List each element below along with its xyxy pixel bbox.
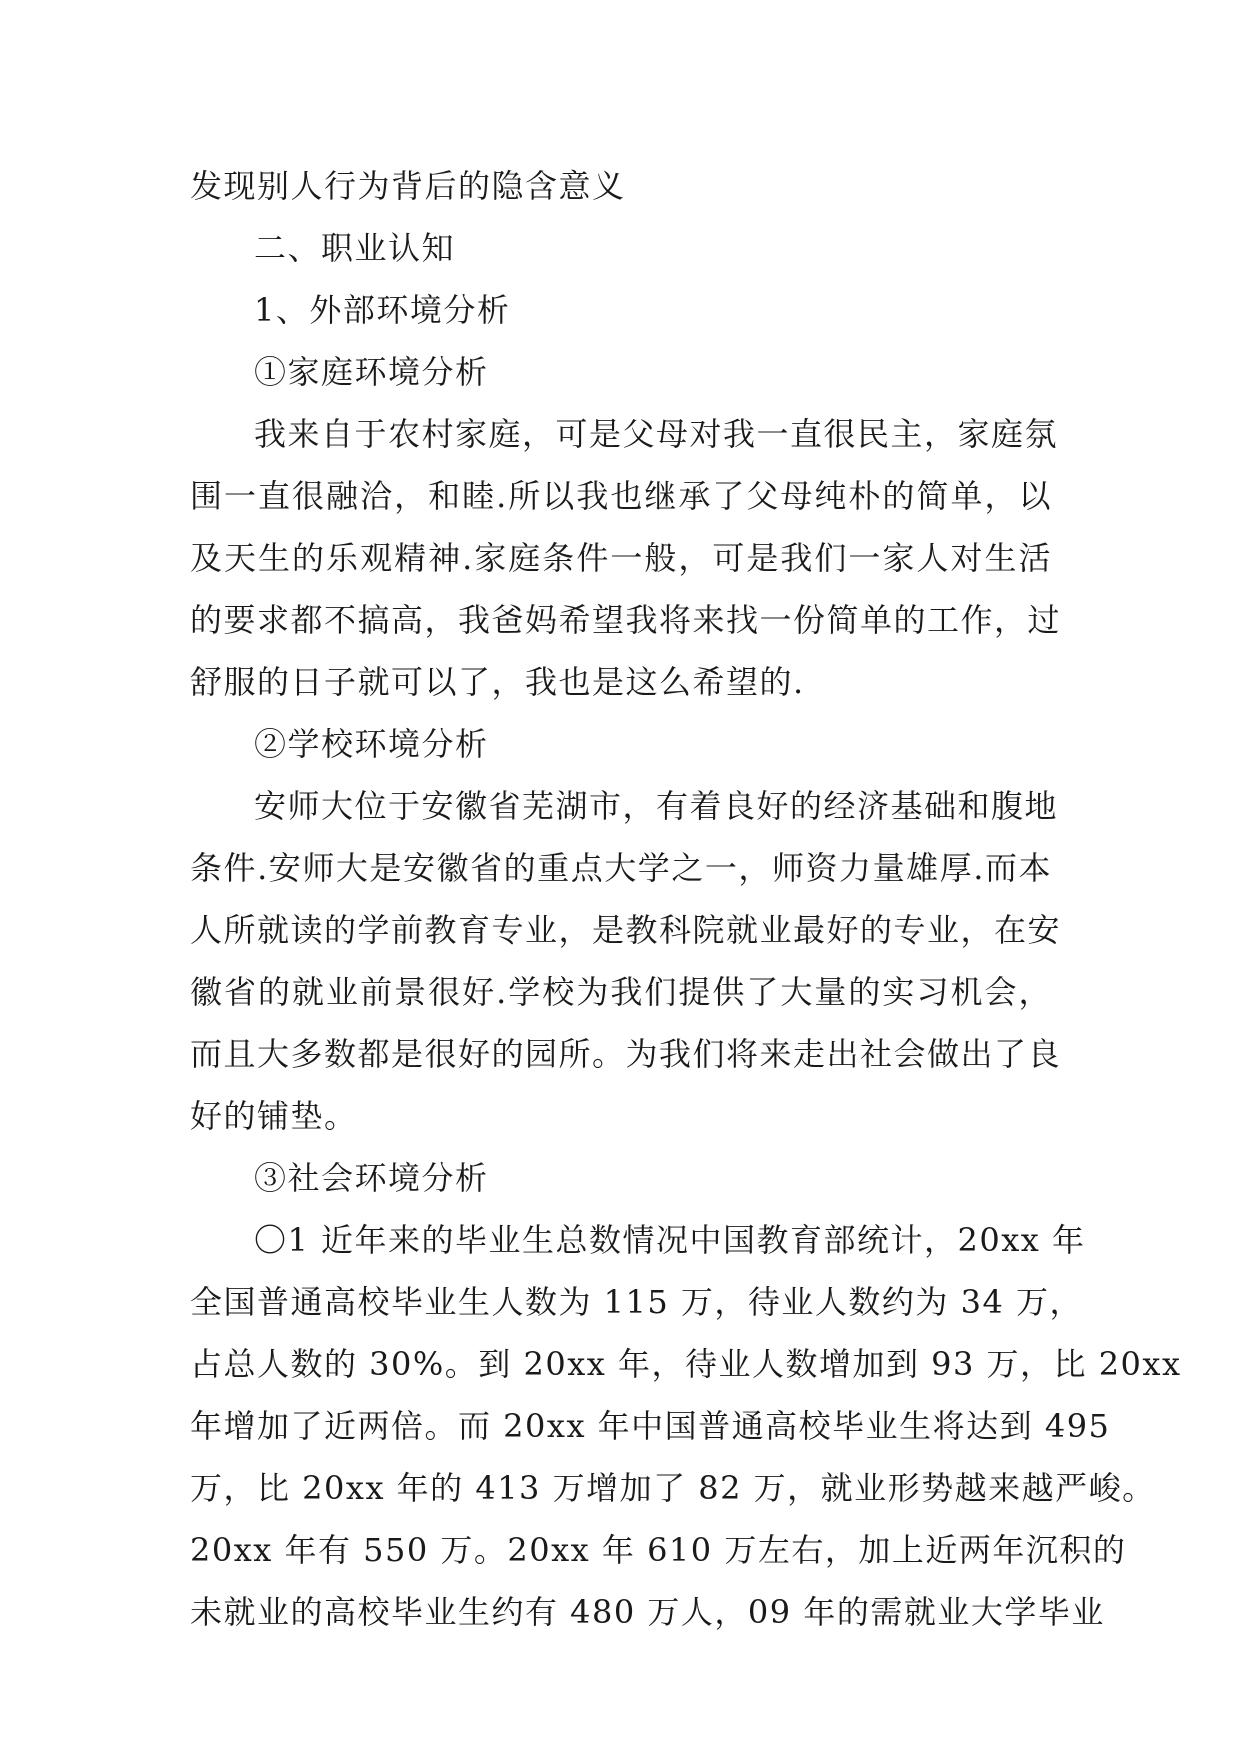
body-line: 发现别人行为背后的隐含意义 (190, 167, 626, 205)
body-line: 而且大多数都是很好的园所。为我们将来走出社会做出了良 (190, 1035, 1062, 1073)
body-line: 安师大位于安徽省芜湖市，有着良好的经济基础和腹地 (254, 787, 1059, 825)
body-line: 我来自于农村家庭，可是父母对我一直很民主，家庭氛 (254, 415, 1059, 453)
section-heading: 二、职业认知 (254, 229, 456, 267)
item-heading: ①家庭环境分析 (254, 353, 489, 391)
document-page (190, 155, 1182, 1643)
body-line: 舒服的日子就可以了，我也是这么希望的. (190, 663, 805, 701)
item-heading: ③社会环境分析 (254, 1159, 489, 1197)
body-line: 围一直很融洽，和睦.所以我也继承了父母纯朴的简单，以 (190, 477, 1052, 515)
body-line: 人所就读的学前教育专业，是教科院就业最好的专业，在安 (190, 911, 1062, 949)
body-line: 占总人数的 30%。到 20xx 年，待业人数增加到 93 万，比 20xx (190, 1345, 1182, 1383)
body-line: 徽省的就业前景很好.学校为我们提供了大量的实习机会， (190, 973, 1052, 1011)
body-line: 万，比 20xx 年的 413 万增加了 82 万，就业形势越来越严峻。 (190, 1469, 1156, 1507)
body-line: 未就业的高校毕业生约有 480 万人，09 年的需就业大学毕业 (190, 1593, 1105, 1631)
body-line: 条件.安师大是安徽省的重点大学之一，师资力量雄厚.而本 (190, 849, 1052, 887)
body-line: 的要求都不搞高，我爸妈希望我将来找一份简单的工作，过 (190, 601, 1062, 639)
body-line: 〇1 近年来的毕业生总数情况中国教育部统计，20xx 年 (254, 1221, 1086, 1259)
body-line: 20xx 年有 550 万。20xx 年 610 万左右，加上近两年沉积的 (190, 1531, 1127, 1569)
body-line: 及天生的乐观精神.家庭条件一般，可是我们一家人对生活 (190, 539, 1052, 577)
body-line: 全国普通高校毕业生人数为 115 万，待业人数约为 34 万， (190, 1283, 1083, 1321)
item-heading: ②学校环境分析 (254, 725, 489, 763)
body-line: 年增加了近两倍。而 20xx 年中国普通高校毕业生将达到 495 (190, 1407, 1111, 1445)
body-line: 好的铺垫。 (190, 1097, 358, 1135)
subsection-heading: 1、外部环境分析 (254, 291, 511, 329)
